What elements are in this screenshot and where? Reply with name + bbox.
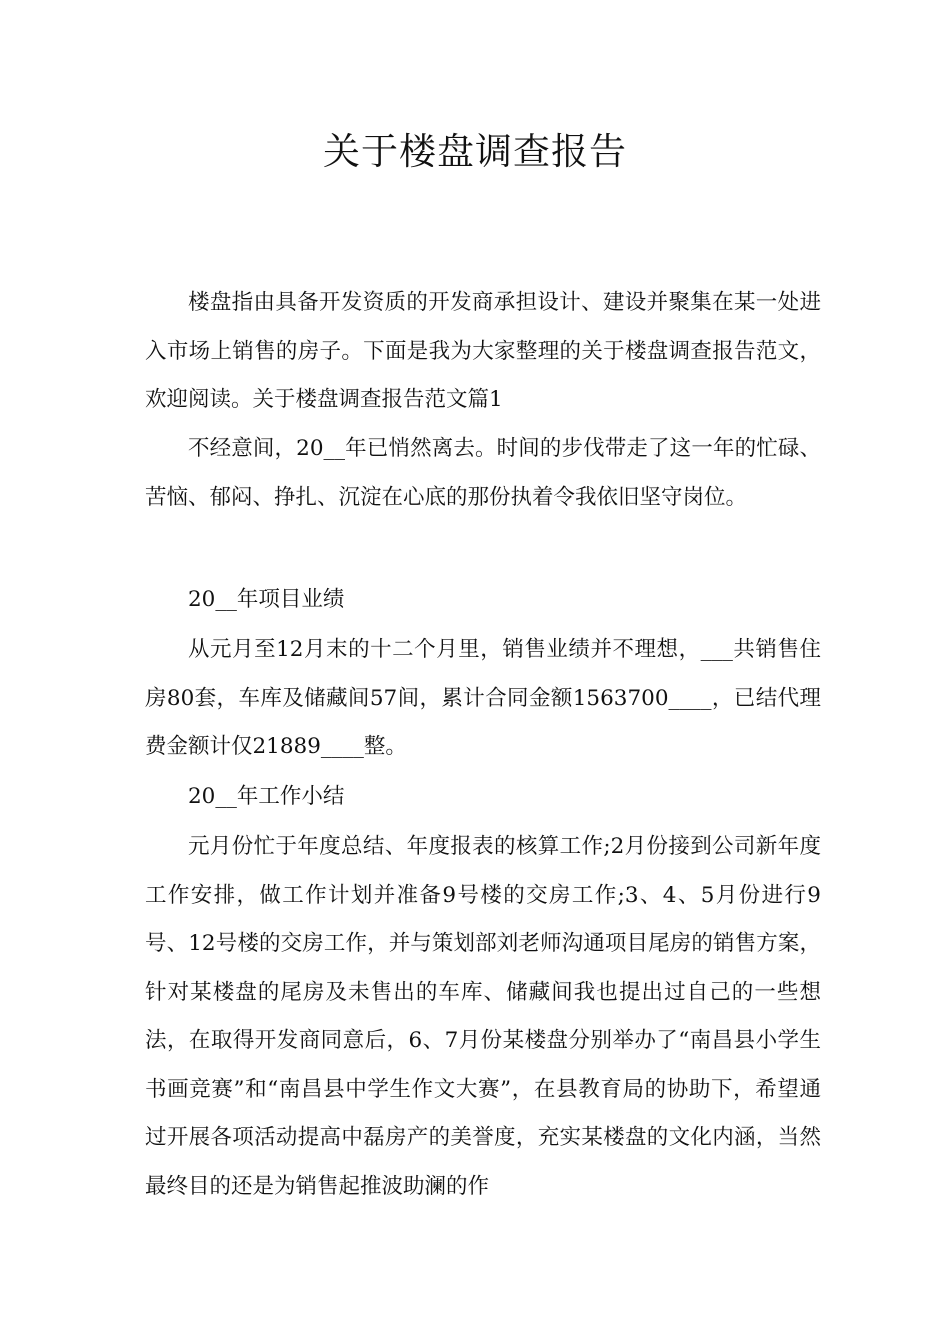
work-summary-paragraph: 元月份忙于年度总结、年度报表的核算工作;2月份接到公司新年度工作安排，做工作计划并准备9号楼的交房工作;3、4、5月份进行9号、12号楼的交房工作，并与策划部刘老师沟通项目尾房的销售方案，针对某楼盘的尾房及未售出的车库、储藏间我也提出过自己的一些想法，在取得开发商同意后，6、7月份某楼盘分别举办了“南昌县小学生书画竞赛”和“南昌县中学生作文大赛”，在县教育局的协助下，希望通过开展各项活动提高中磊房产的美誉度，充实某楼盘的文化内涵，当然最终目的还是为销售起推波助澜的作 [145, 834, 821, 1199]
intro-paragraph: 楼盘指由具备开发资质的开发商承担设计、建设并聚集在某一处进入市场上销售的房子。下面是我为大家整理的关于楼盘调查报告范文，欢迎阅读。关于楼盘调查报告范文篇1 [145, 290, 821, 412]
document-title: 关于楼盘调查报告 [323, 130, 627, 173]
section-heading-performance: 20__年项目业绩 [188, 587, 345, 612]
section-heading-work-summary: 20__年工作小结 [188, 784, 345, 809]
performance-paragraph: 从元月至12月末的十二个月里，销售业绩并不理想，___共销售住房80套，车库及储藏间57间，累计合同金额1563700____，已结代理费金额计仅21889____整。 [145, 637, 821, 759]
opening-paragraph: 不经意间，20__年已悄然离去。时间的步伐带走了这一年的忙碌、苦恼、郁闷、挣扎、沉淀在心底的那份执着令我依旧坚守岗位。 [145, 436, 821, 510]
